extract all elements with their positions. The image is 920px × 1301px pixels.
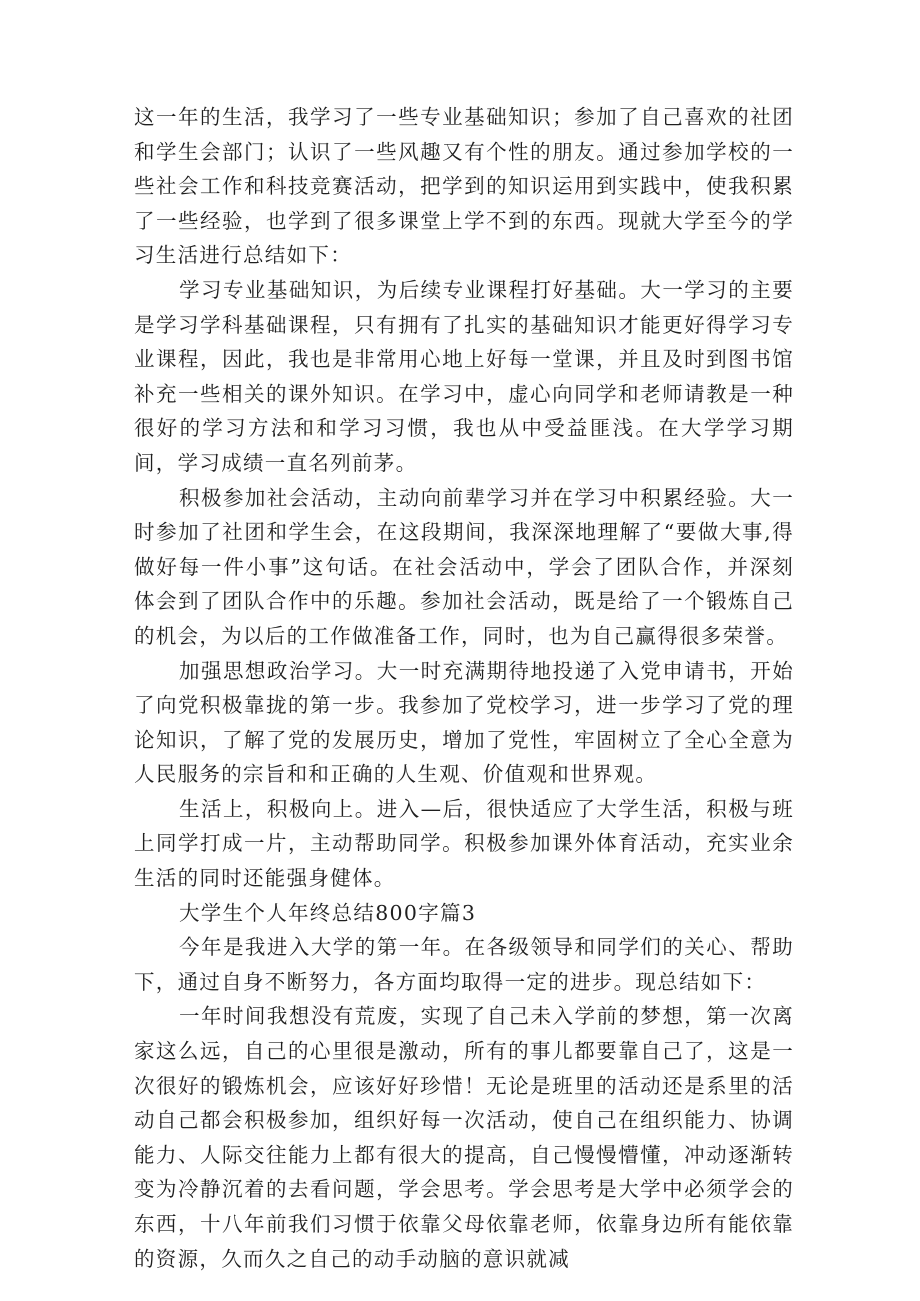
paragraph-first-year: 今年是我进入大学的第一年。在各级领导和同学们的关心、帮助下，通过自身不断努力，各方面均取得一定的进步。现总结如下：: [134, 935, 794, 994]
paragraph-life: 生活上，积极向上。进入—后，很快适应了大学生活，积极与班上同学打成一片，主动帮助同学。积极参加课外体育活动，充实业余生活的同时还能强身健体。: [134, 796, 794, 891]
paragraph-study: 学习专业基础知识，为后续专业课程打好基础。大一学习的主要是学习学科基础课程，只有拥有了扎实的基础知识才能更好得学习专业课程，因此，我也是非常用心地上好每一堂课，并且及时到图书馆补充一些相关的课外知识。在学习中，虚心向同学和老师请教是一种很好的学习方法和和学习习惯，我也从中受益匪浅。在大学学习期间，学习成绩一直名列前茅。: [134, 277, 794, 475]
paragraph-growth: 一年时间我想没有荒废，实现了自己未入学前的梦想，第一次离家这么远，自己的心里很是激动，所有的事儿都要靠自己了，这是一次很好的锻炼机会，应该好好珍惜！无论是班里的活动还是系里的活动自己都会积极参加，组织好每一次活动，使自己在组织能力、协调能力、人际交往能力上都有很大的提高，自己慢慢懵懂，冲动逐渐转变为冷静沉着的去看问题，学会思考。学会思考是大学中必须学会的东西，十八年前我们习惯于依靠父母依靠老师，依靠身边所有能依靠的资源，久而久之自己的动手动脑的意识就减: [134, 1004, 794, 1271]
section-heading: 大学生个人年终总结800字篇3: [179, 900, 477, 925]
paragraph-political-study: 加强思想政治学习。大一时充满期待地投递了入党申请书，开始了向党积极靠拢的第一步。我参加了党校学习，进一步学习了党的理论知识，了解了党的发展历史，增加了党性，牢固树立了全心全意为人民服务的宗旨和和正确的人生观、价值观和世界观。: [134, 658, 794, 787]
paragraph-intro: 这一年的生活，我学习了一些专业基础知识；参加了自己喜欢的社团和学生会部门；认识了一些风趣又有个性的朋友。通过参加学校的一些社会工作和科技竞赛活动，把学到的知识运用到实践中，使我积累了一些经验，也学到了很多课堂上学不到的东西。现就大学至今的学习生活进行总结如下：: [134, 105, 794, 268]
paragraph-social-activity: 积极参加社会活动，主动向前辈学习并在学习中积累经验。大一时参加了社团和学生会，在这段期间，我深深地理解了“要做大事,得做好每一件小事”这句话。在社会活动中，学会了团队合作，并深刻体会到了团队合作中的乐趣。参加社会活动，既是给了一个锻炼自己的机会，为以后的工作做准备工作，同时，也为自己赢得很多荣誉。: [134, 485, 794, 648]
document-body: [134, 100, 794, 1276]
